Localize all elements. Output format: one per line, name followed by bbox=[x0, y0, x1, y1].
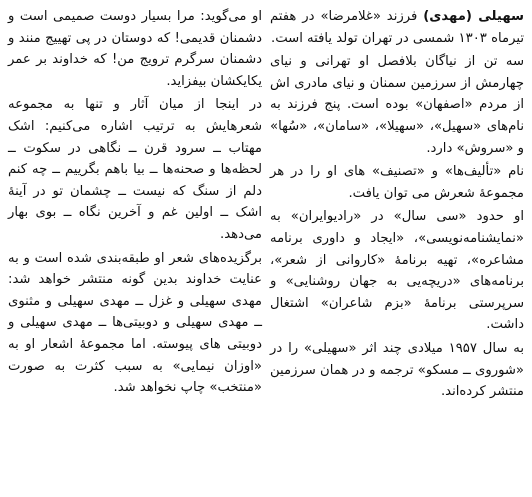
biography-paragraph-2: سه تن از نیاگان بلافصل او تهرانی و نیای چهارمش از سرزمین سمنان و نیای مادری اش از مردم «اصفهان» بوده است. پنج فرزند به نام‌های «سهیل»، «سهیلا»، «سامان»، «سُها» و «سروش» دارد. bbox=[270, 54, 524, 156]
left-text-column bbox=[8, 6, 262, 493]
quote-paragraph: او می‌گوید: مرا بسیار دوست صمیمی است و دشمنان قدیمی! که دوستان در پی تهییج منند و دشمنان سرگرم ترویج من! که خداوند بر عمر یکایکشان بیفزاید. bbox=[8, 9, 262, 89]
biography-paragraph-4: او حدود «سی سال» در «رادیوایران» به «نمایشنامه‌نویسی»، «ایجاد و داوری برنامه مشاعره»، تهیه برنامهٔ «کاروانی از شعر»، برنامه‌های «دریچه‌یی به جهان روشنایی» و سرپرستی برنامهٔ «بزم شاعران» اشتغال داشت. bbox=[270, 209, 524, 333]
biography-paragraph-5: به سال ۱۹۵۷ میلادی چند اثر «سهیلی» را در «شوروی ــ مسکو» ترجمه و در همان سرزمین منتشر کرده‌اند. bbox=[270, 340, 524, 400]
selected-works-paragraph: برگزیده‌های شعر او طبقه‌بندی شده است و به عنایت خداوند بدین گونه منتشر خواهد شد: مهدی سهیلی و غزل ــ مهدی سهیلی و مثنوی ــ مهدی سهیلی و دوبیتی‌ها ــ مهدی سهیلی و دوبیتی های پیوسته. اما مجموعهٔ اشعار او به «اوزان نیمایی» به سبب کثرت به صورت «منتخب» چاپ نخواهد شد. bbox=[8, 250, 262, 396]
biography-paragraph-1 bbox=[270, 6, 524, 49]
works-list-paragraph: در اینجا از میان آثار و تنها به مجموعه شعرهایش به ترتیب اشاره می‌کنیم: اشک مهتاب ــ سرود قرن ــ نگاهی در سکوت ــ لحظه‌ها و صحنه‌ها ــ بیا باهم بگرییم ــ چه کنم دلم از سنگ که نیست ــ چشمان تو در آینهٔ اشک ــ اولین غم و آخرین نگاه ــ بوی بهار می‌دهد. bbox=[8, 97, 262, 242]
right-text-column bbox=[270, 6, 524, 493]
birth-text: فرزند «غلامرضا» در هفتم تیرماه ۱۳۰۳ شمسی در تهران تولد یافته است. bbox=[270, 9, 524, 46]
subject-name-heading: سهیلی (مهدی) bbox=[423, 9, 524, 24]
biography-paragraph-3: نام «تألیف‌ها» و «تصنیف» های او را در هر مجموعهٔ شعرش می توان یافت. bbox=[270, 164, 524, 201]
